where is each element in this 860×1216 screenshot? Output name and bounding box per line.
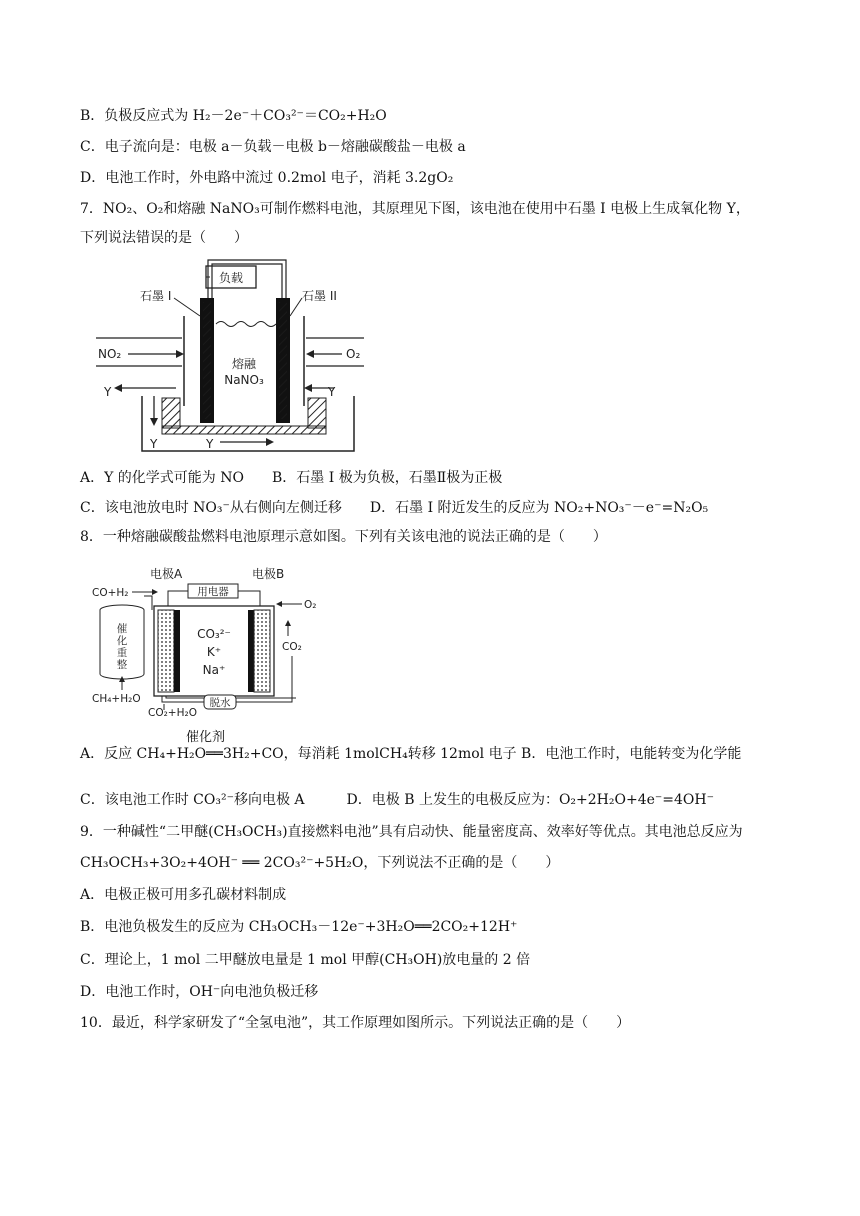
co-h2-label: CO+H₂ — [92, 587, 129, 599]
reformer-char-1: 催 — [116, 623, 128, 635]
y-label-right: Y — [328, 385, 336, 399]
question-9-equation: CH₃OCH₃+3O₂+4OH⁻ ══ 2CO₃²⁻+5H₂O，下列说法不正确的是（ ） — [80, 855, 560, 871]
option-8cd: C．该电池工作时 CO₃²⁻移向电极 A D．电极 B 上发生的电极反应为：O₂+2H₂O+4e⁻=4OH⁻ — [80, 792, 714, 808]
option-8ab: A．反应 CH₄+H₂O══3H₂+CO，每消耗 1molCH₄转移 12mol 电子 B．电池工作时，电能转变为化学能 — [80, 746, 742, 762]
figure-7-diagram — [96, 256, 364, 456]
catalyst-label: 催化剂 — [186, 730, 226, 745]
electrode-a-label: 电极A — [150, 567, 183, 581]
question-9-stem: 9．一种碱性“二甲醚(CH₃OCH₃)直接燃料电池”具有启动快、能量密度高、效率好等优点。其电池总反应为 — [80, 824, 743, 840]
bottom-block-right — [308, 398, 326, 428]
o2-input-label: O₂ — [304, 599, 317, 611]
liquid-level — [216, 322, 276, 327]
option-6b: B．负极反应式为 H₂－2e⁻＋CO₃²⁻＝CO₂+H₂O — [80, 108, 387, 124]
reformer-char-4: 整 — [116, 659, 128, 671]
question-7-stem: 7．NO₂、O₂和熔融 NaNO₃可制作燃料电池，其原理见下图，该电池在使用中石墨 I 电极上生成氧化物 Y， — [80, 201, 750, 217]
co2-input-label: CO₂ — [282, 641, 302, 653]
electrode-a-plate — [174, 610, 180, 692]
reformer-char-2: 化 — [116, 635, 128, 647]
bottom-block — [162, 426, 326, 434]
electrode-b-label: 电极B — [252, 567, 285, 581]
appliance-label: 用电器 — [197, 586, 229, 598]
question-8-stem: 8．一种熔融碳酸盐燃料电池原理示意如图。下列有关该电池的说法正确的是（ ） — [80, 529, 607, 545]
ion-potassium: K⁺ — [206, 645, 222, 659]
no2-label: NO₂ — [98, 347, 122, 361]
option-6c: C．电子流向是：电极 a－负载－电极 b－熔融碳酸盐－电极 a — [80, 139, 466, 155]
load-label: 负载 — [218, 271, 244, 285]
o2-label: O₂ — [346, 347, 361, 361]
option-9d: D．电池工作时，OH⁻向电池负极迁移 — [80, 984, 319, 1000]
electrode-a-dots — [158, 610, 174, 692]
ion-carbonate: CO₃²⁻ — [197, 627, 231, 641]
ch4-h2o-label: CH₄+H₂O — [92, 693, 141, 705]
y-label-bottom-left: Y — [150, 437, 158, 451]
co2-h2o-label: CO₂+H₂O — [148, 707, 197, 716]
y-label-bottom: Y — [206, 437, 214, 451]
option-9b: B．电池负极发生的反应为 CH₃OCH₃－12e⁻+3H₂O══2CO₂+12H⁺ — [80, 919, 518, 935]
figure-8-diagram — [92, 564, 332, 716]
question-10-stem: 10．最近，科学家研发了“全氢电池”，其工作原理如图所示。下列说法正确的是（ ） — [80, 1015, 631, 1031]
option-9c: C．理论上，1 mol 二甲醚放电量是 1 mol 甲醇(CH₃OH)放电量的 2 倍 — [80, 952, 531, 968]
electrode-b-plate — [248, 610, 254, 692]
question-7-stem-cont: 下列说法错误的是（ ） — [80, 230, 248, 246]
molten-label: 熔融 — [231, 357, 257, 371]
graphite-ii-label: 石墨 II — [302, 289, 337, 303]
y-label-left: Y — [104, 385, 112, 399]
molten-salt-label: NaNO₃ — [224, 373, 264, 387]
dehydrate-label: 脱水 — [209, 697, 231, 709]
electrode-b-dots — [254, 610, 270, 692]
graphite-i-label: 石墨 I — [140, 289, 172, 303]
reformer-char-3: 重 — [116, 647, 128, 659]
option-7cd: C．该电池放电时 NO₃⁻从右侧向左侧迁移 D．石墨 I 附近发生的反应为 NO₂+NO₃⁻－e⁻=N₂O₅ — [80, 500, 709, 516]
option-7ab: A．Y 的化学式可能为 NO B．石墨 I 极为负极，石墨Ⅱ极为正极 — [80, 470, 503, 486]
bottom-block-left — [162, 398, 180, 428]
option-9a: A．电极正极可用多孔碳材料制成 — [80, 887, 287, 903]
option-6d: D．电池工作时，外电路中流过 0.2mol 电子，消耗 3.2gO₂ — [80, 170, 454, 186]
ion-sodium: Na⁺ — [202, 663, 226, 677]
